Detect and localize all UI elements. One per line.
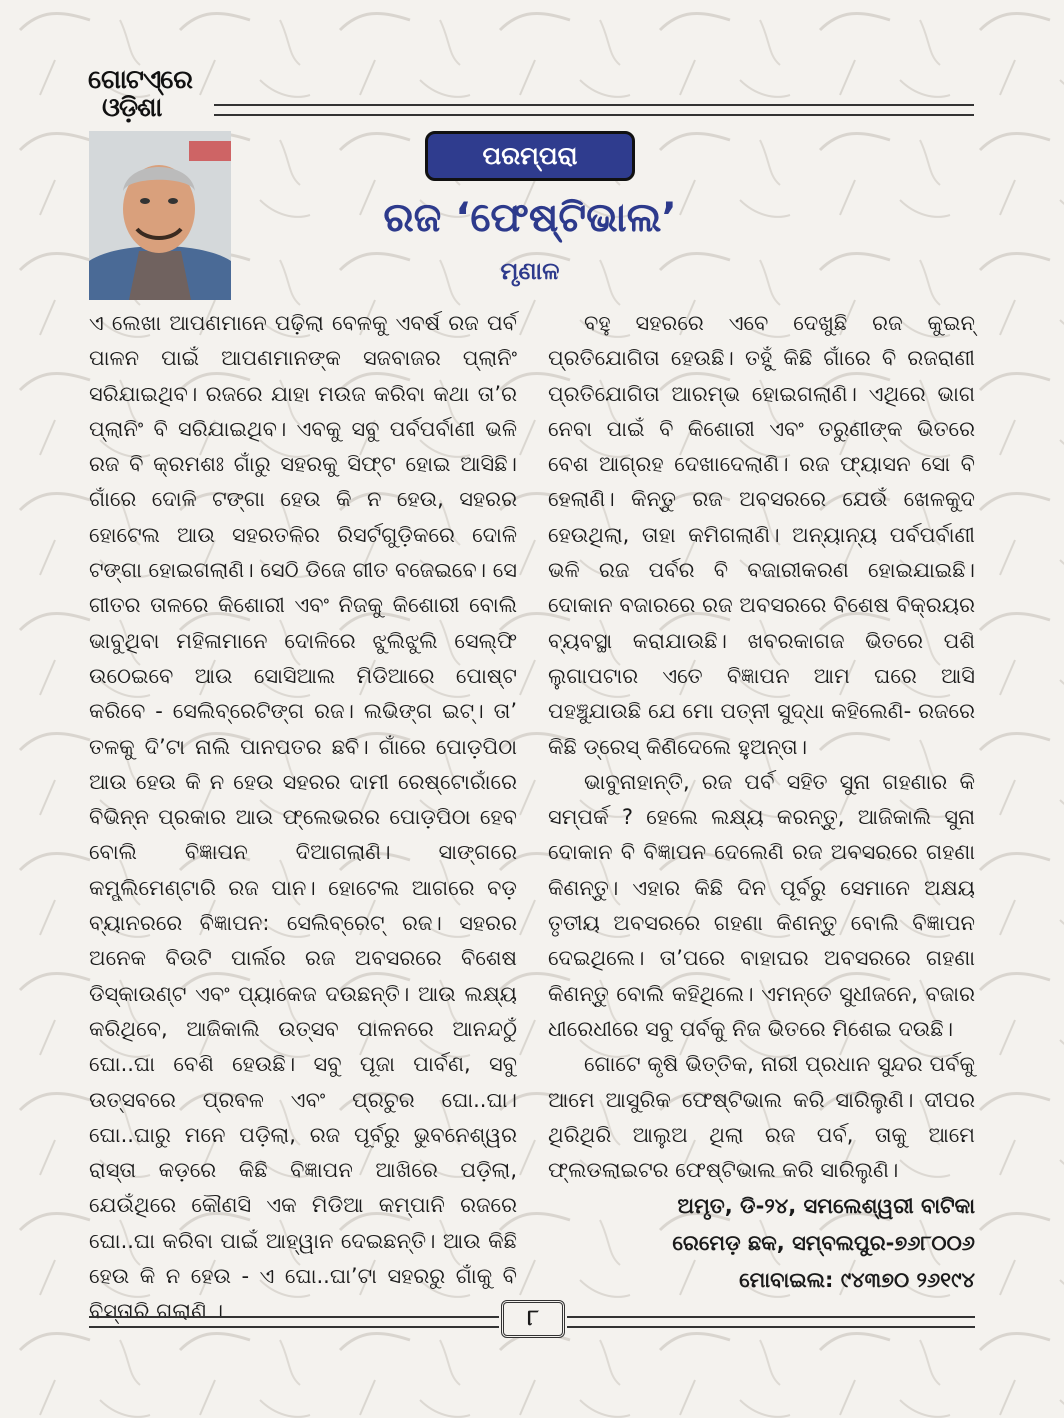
paragraph: ଭାବୁନାହାନ୍ତି, ରଜ ପର୍ବ ସହିତ ସୁନା ଗହଣାର କି ସମ୍ପର୍କ ? ହେଲେ ଲକ୍ଷ୍ୟ କରନ୍ତୁ, ଆଜିକାଲି ସୁନା ଦୋକାନ ବି ବିଜ୍ଞାପନ ଦେଲେଣି ରଜ ଅବସରରେ ଗହଣା କିଣନ୍ତୁ। ଏହାର କିଛି ଦିନ ପୂର୍ବରୁ ସେମାନେ ଅକ୍ଷୟ ତୃତୀୟ ଅବସରରେ ଗହଣା କିଣନ୍ତୁ ବୋଲି ବିଜ୍ଞାପନ ଦେଇଥିଲେ। ତା’ପରେ ବାହାଘର ଅବସରରେ ଗହଣା କିଣନ୍ତୁ ବୋଲି କହିଥିଲେ। ଏମନ୍ତେ ସୁଧୀଜନେ, ବଜାର ଧୀରେଧୀରେ ସବୁ ପର୍ବକୁ ନିଜ ଭିତରେ ମିଶେଇ ଦଉଛି। xyxy=(548,769,975,1041)
header-rule xyxy=(214,104,974,116)
article-title: ରଜ ‘ଫେଷ୍ଟିଭାଲ’ xyxy=(383,195,677,241)
right-column xyxy=(548,306,975,1299)
author-address xyxy=(548,1188,975,1299)
address-line1: ଅମୃତ, ଡି-୨୪, ସମଲେଶ୍ୱରୀ ବାଟିକା xyxy=(677,1194,975,1219)
paragraph: ଏ ଲେଖା ଆପଣମାନେ ପଢ଼ିଲା ବେଳକୁ ଏବର୍ଷ ରଜ ପର୍ବ ପାଳନ ପାଇଁ ଆପଣମାନଙ୍କ ସଜବାଜର ପ୍ଲାନିଂ ସରିଯାଇଥିବ। ରଜରେ ଯାହା ମଉଜ କରିବା କଥା ତା’ର ପ୍ଲାନିଂ ବି ସରିଯାଇଥିବ। ଏବକୁ ସବୁ ପର୍ବପର୍ବାଣୀ ଭଳି ରଜ ବି କ୍ରମଶଃ ଗାଁରୁ ସହରକୁ ସିଫ୍ଟ ହୋଇ ଆସିଛି। ଗାଁରେ ଦୋଳି ଟଙ୍ଗା ହେଉ କି ନ ହେଉ, ସହରର ହୋଟେଲ ଆଉ ସହରତଳିର ରିସର୍ଟଗୁଡ଼ିକରେ ଦୋଳି ଟଙ୍ଗା ହୋଇଗଲାଣି। ସେଠି ଡିଜେ ଗୀତ ବଜେଇବେ। ସେ ଗୀତର ତାଳରେ କିଶୋରୀ ଏବଂ ନିଜକୁ କିଶୋରୀ ବୋଲି ଭାବୁଥିବା ମହିଳାମାନେ ଦୋଳିରେ ଝୁଲିଝୁଲି ସେଲ୍ଫି ଉଠେଇବେ ଆଉ ସୋସିଆଲ ମିଡିଆରେ ପୋଷ୍ଟ କରିବେ - ସେଲିବ୍ରେଟିଙ୍ଗ ରଜ। ଲଭିଙ୍ଗ ଇଟ୍। ତା’ ତଳକୁ ଦି’ଟା ନାଲି ପାନପତର ଛବି। ଗାଁରେ ପୋଡ଼ପିଠା ଆଉ ହେଉ କି ନ ହେଉ ସହରର ଦାମୀ ରେଷ୍ଟୋରାଁରେ ବିଭିନ୍ନ ପ୍ରକାର ଆଉ ଫ୍ଲେଭରର ପୋଡ଼ପିଠା ହେବ ବୋଲି ବିଜ୍ଞାପନ ଦିଆଗଲାଣି। ସାଙ୍ଗରେ କମ୍ପ୍ଲିମେଣ୍ଟାରି ରଜ ପାନ। ହୋଟେଲ ଆଗରେ ବଡ଼ ବ୍ୟାନରରେ ବିଜ୍ଞାପନ: ସେଲିବ୍ରେଟ୍ ରଜ। ସହରର ଅନେକ ବିଉଟି ପାର୍ଲର ରଜ ଅବସରରେ ବିଶେଷ ଡିସ୍କାଉଣ୍ଟ ଏବଂ ପ୍ୟାକେଜ ଦଉଛନ୍ତି। ଆଉ ଲକ୍ଷ୍ୟ କରିଥିବେ, ଆଜିକାଲି ଉତ୍ସବ ପାଳନରେ ଆନନ୍ଦଠୁଁ ଘୋ..ଘା ବେଶି ହେଉଛି। ସବୁ ପୂଜା ପାର୍ବଣ, ସବୁ ଉତ୍ସବରେ ପ୍ରବଳ ଏବଂ ପ୍ରଚୁର ଘୋ..ଘା। ଘୋ..ଘାରୁ ମନେ ପଡ଼ିଲା, ରଜ ପୂର୍ବରୁ ଭୁବନେଶ୍ୱର ରାସ୍ତା କଡ଼ରେ କିଛି ବିଜ୍ଞାପନ ଆଖିରେ ପଡ଼ିଲା, ଯେଉଁଥିରେ କୌଣସି ଏକ ମିଡିଆ କମ୍ପାନି ରଜରେ ଘୋ..ଘା କରିବା ପାଇଁ ଆହ୍ୱାନ ଦେଇଛନ୍ତି। ଆଉ କିଛି ହେଉ କି ନ ହେଉ - ଏ ଘୋ..ଘା’ଟା ସହରରୁ ଗାଁକୁ ବି ବିସ୍ତାରି ଗଲାଣି । xyxy=(89,311,517,1324)
page-number: ୮ xyxy=(501,1300,565,1338)
address-line2: ରେମେଡ଼ ଛକ, ସମ୍ବଲପୁର-୭୬୮୦୦୬ xyxy=(672,1231,975,1256)
left-column xyxy=(89,306,517,1330)
author-photo xyxy=(89,131,231,300)
paragraph: ଗୋଟେ କୃଷି ଭିତ୍ତିକ, ନାରୀ ପ୍ରଧାନ ସୁନ୍ଦର ପର୍ବକୁ ଆମେ ଆସୁରିକ ଫେଷ୍ଟିଭାଲ କରି ସାରିଲୁଣି। ଦୀପର ଥିରିଥିରି ଆଲୁଅ ଥିଲା ରଜ ପର୍ବ, ତାକୁ ଆମେ ଫ୍ଲଡଲାଇଟର ଫେଷ୍ଟିଭାଲ କରି ସାରିଲୁଣି। xyxy=(548,1052,975,1183)
author-name: ମୃଣାଳ xyxy=(500,257,560,285)
masthead-logo xyxy=(88,66,228,122)
masthead-line2: ଓଡ଼ିଶା xyxy=(102,93,162,123)
paragraph: ବହୁ ସହରରେ ଏବେ ଦେଖୁଛି ରଜ କୁଇନ୍ ପ୍ରତିଯୋଗିତା ହେଉଛି। ତହୁଁ କିଛି ଗାଁରେ ବି ରଜରାଣୀ ପ୍ରତିଯୋଗିତା ଆରମ୍ଭ ହୋଇଗଲାଣି। ଏଥିରେ ଭାଗ ନେବା ପାଇଁ ବି କିଶୋରୀ ଏବଂ ତରୁଣୀଙ୍କ ଭିତରେ ବେଶ ଆଗ୍ରହ ଦେଖାଦେଲାଣି। ରଜ ଫ୍ୟାସନ ସୋ ବି ହେଲାଣି। କିନ୍ତୁ ରଜ ଅବସରରେ ଯେଉଁ ଖେଳକୁଦ ହେଉଥିଲା, ତାହା କମିଗଲାଣି। ଅନ୍ୟାନ୍ୟ ପର୍ବପର୍ବାଣୀ ଭଳି ରଜ ପର୍ବର ବି ବଜାରୀକରଣ ହୋଇଯାଇଛି। ଦୋକାନ ବଜାରରେ ରଜ ଅବସରରେ ବିଶେଷ ବିକ୍ରୟର ବ୍ୟବସ୍ଥା କରାଯାଉଛି। ଖବରକାଗଜ ଭିତରେ ପଶି ଲୁଗାପଟାର ଏତେ ବିଜ୍ଞାପନ ଆମ ଘରେ ଆସି ପହଞ୍ଚୁଯାଉଛି ଯେ ମୋ ପତ୍ନୀ ସୁଦ୍ଧା କହିଲେଣି- ରଜରେ କିଛି ଡ୍ରେସ୍ କିଣିଦେଲେ ହୁଅନ୍ତା। xyxy=(548,311,975,759)
section-tag-badge: ପରମ୍ପରା xyxy=(425,131,635,181)
address-line3: ମୋବାଇଲ: ୯୪୩୭୦ ୨୬୧୯୪ xyxy=(739,1268,975,1293)
masthead-line1: ଗୋଟଏ୍ରେ xyxy=(88,65,192,95)
footer-rule-right xyxy=(567,1316,975,1328)
footer-rule-left xyxy=(89,1316,499,1328)
